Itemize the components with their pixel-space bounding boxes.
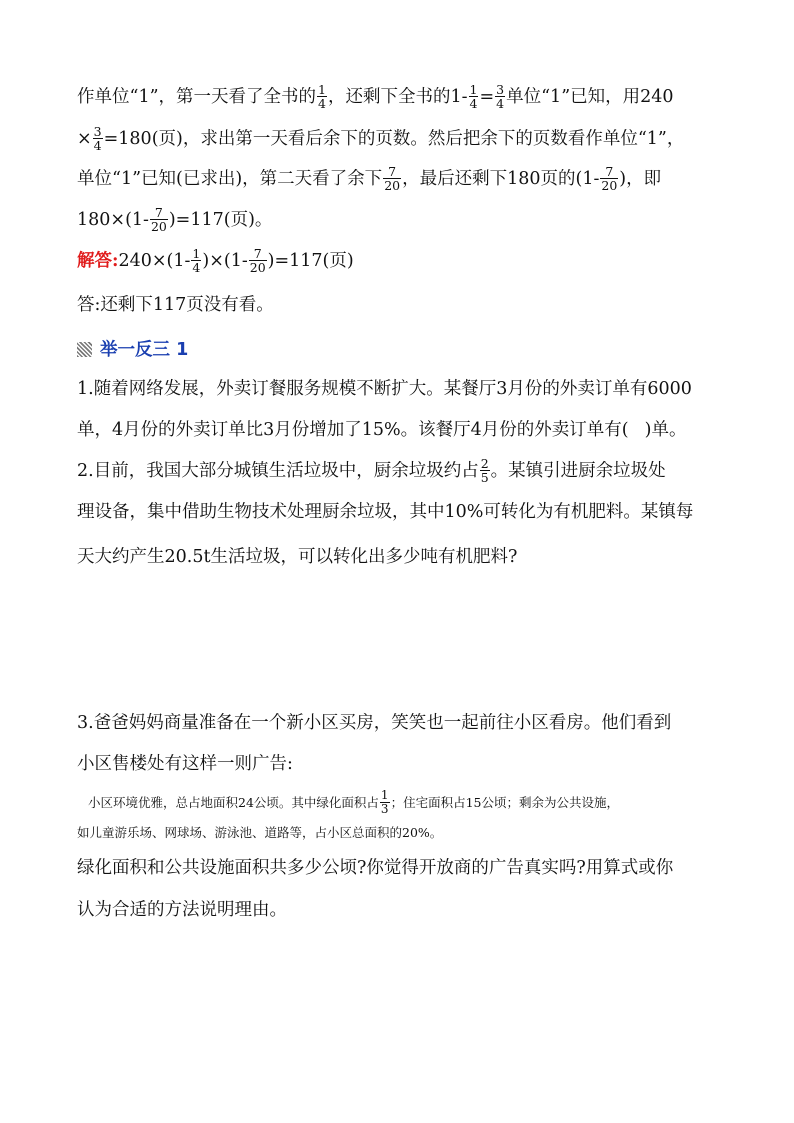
advertisement-line-2: 如儿童游乐场、网球场、游泳池、道路等，占小区总面积的20%。 (77, 825, 443, 840)
q3-line-4: 认为合适的方法说明理由。 (77, 900, 287, 920)
fraction-7-20: $\frac{7}{20}$ (384, 164, 401, 193)
answer-label: 解答: (77, 251, 119, 271)
fraction-1-4: $\frac{1}{4}$ (192, 246, 201, 275)
q2-line-1: 2.目前，我国大部分城镇生活垃圾中，厨余垃圾约占 $\frac{2}{5}$ 。某镇引进厨余垃圾处 (77, 456, 666, 485)
advertisement-line-1: 小区环境优雅，总占地面积24公顷。其中绿化面积占 $\frac{1}{3}$ ；住宅面积占15公顷；剩余为公共设施， (88, 788, 619, 816)
fraction-1-3: $\frac{1}{3}$ (380, 788, 389, 816)
q3-line-2: 小区售楼处有这样一则广告: (77, 754, 293, 774)
fraction-7-20: $\frac{7}{20}$ (150, 205, 167, 234)
explanation-line-4: 180×(1- $\frac{7}{20}$ )=117(页)。 (77, 205, 273, 234)
fraction-7-20: $\frac{7}{20}$ (601, 164, 618, 193)
q2-line-3: 天大约产生20.5t生活垃圾，可以转化出多少吨有机肥料? (77, 547, 518, 567)
explanation-line-1: 作单位“1”，第一天看了全书的 $\frac{1}{4}$ ，还剩下全书的1- $\frac{1}{4}$ = $\frac{3}{4}$ 单位“1”已知，用240 (77, 82, 674, 111)
hatch-icon (77, 342, 92, 357)
answer-conclusion: 答:还剩下117页没有看。 (77, 295, 274, 315)
fraction-3-4: $\frac{3}{4}$ (496, 82, 505, 111)
q2-line-2: 理设备，集中借助生物技术处理厨余垃圾，其中10%可转化为有机肥料。某镇每 (77, 502, 694, 522)
q1-line-1: 1.随着网络发展，外卖订餐服务规模不断扩大。某餐厅3月份的外卖订单有6000 (77, 379, 692, 399)
fraction-7-20: $\frac{7}{20}$ (249, 246, 266, 275)
fraction-1-4: $\frac{1}{4}$ (469, 82, 478, 111)
q3-line-3: 绿化面积和公共设施面积共多少公顷?你觉得开放商的广告真实吗?用算式或你 (77, 858, 674, 878)
answer-line: 解答:240×(1- $\frac{1}{4}$ )×(1- $\frac{7}{20}$ )=117(页) (77, 246, 354, 275)
fraction-1-4: $\frac{1}{4}$ (318, 82, 326, 111)
explanation-line-2: × $\frac{3}{4}$ =180(页)，求出第一天看后余下的页数。然后把余下的页数看作单位“1”， (77, 124, 685, 153)
q3-line-1: 3.爸爸妈妈商量准备在一个新小区买房，笑笑也一起前往小区看房。他们看到 (77, 713, 672, 733)
q1-line-2: 单，4月份的外卖订单比3月份增加了15%。该餐厅4月份的外卖订单有( )单。 (77, 420, 687, 440)
fraction-3-4: $\frac{3}{4}$ (93, 124, 102, 153)
explanation-line-3: 单位“1”已知(已求出)，第二天看了余下 $\frac{7}{20}$ ，最后还剩下180页的(1- $\frac{7}{20}$ )，即 (77, 164, 662, 193)
section-heading: 举一反三 1 (77, 338, 188, 362)
fraction-2-5: $\frac{2}{5}$ (480, 456, 489, 485)
